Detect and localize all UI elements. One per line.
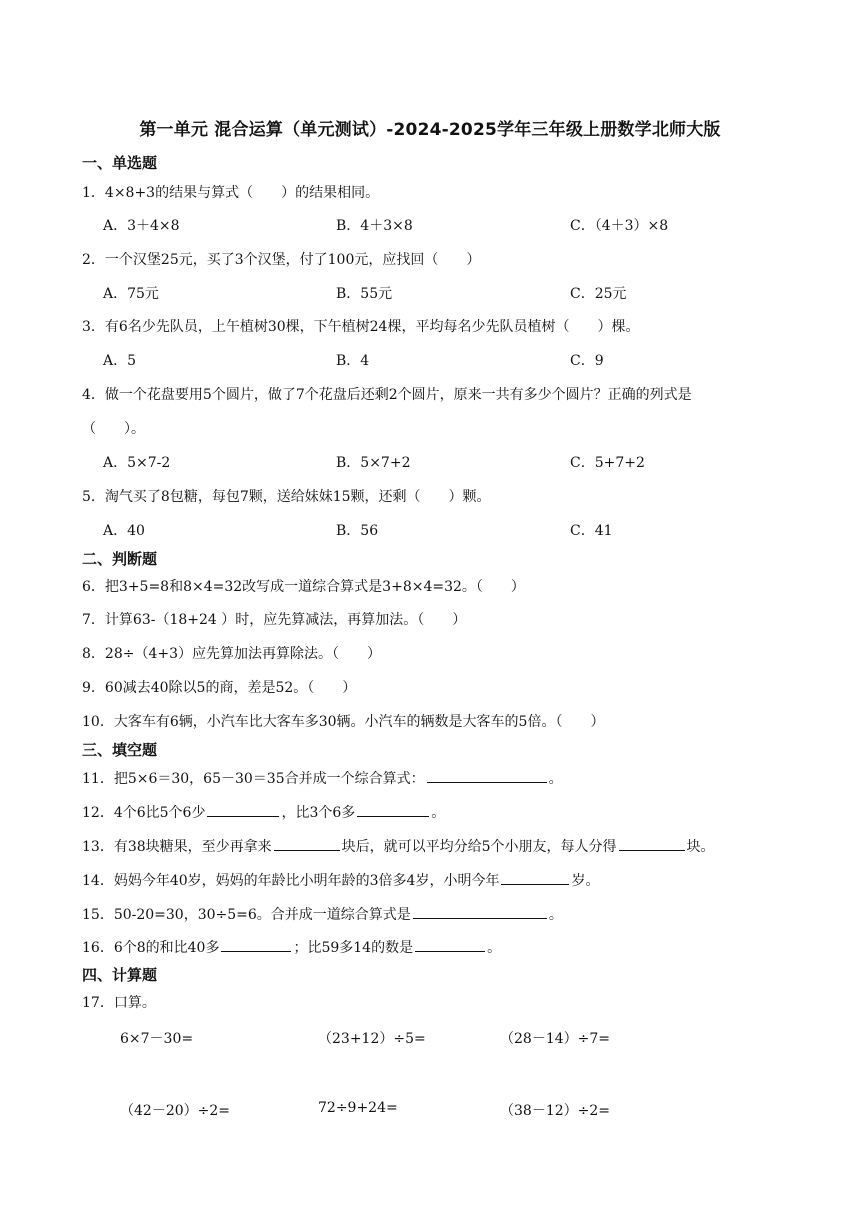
q16-text-1: 16．6个8的和比40多	[82, 940, 220, 956]
question-17: 17．口算。	[82, 995, 156, 1011]
q13-text-3: 块。	[686, 839, 715, 855]
q5-option-b[interactable]: B．56	[336, 523, 379, 539]
q13-answer-blank-2[interactable]	[619, 836, 685, 851]
question-13	[82, 836, 715, 856]
q1-option-b[interactable]: B．4＋3×8	[336, 218, 413, 234]
calc-item-6: （38－12）÷2=	[500, 1103, 610, 1119]
q4-option-c[interactable]: C．5+7+2	[570, 455, 645, 471]
calc-item-5: 72÷9+24=	[318, 1100, 398, 1116]
q2-option-a[interactable]: A．75元	[103, 286, 159, 302]
q16-text-2: ；比59多14的数是	[293, 940, 414, 956]
q1-option-c[interactable]: C．（4＋3）×8	[570, 218, 669, 234]
section-heading-single-choice: 一、单选题	[82, 154, 158, 172]
q12-text-3: 。	[431, 805, 446, 821]
question-12	[82, 802, 445, 822]
section-heading-fill-blank: 三、填空题	[82, 741, 158, 759]
q5-option-a[interactable]: A．40	[103, 523, 145, 539]
question-6: 6．把3+5=8和8×4=32改写成一道综合算式是3+8×4=32。（ ）	[82, 579, 525, 595]
question-7: 7．计算63-（18+24 ）时，应先算减法，再算加法。（ ）	[82, 612, 467, 628]
question-5: 5．淘气买了8包糖，每包7颗，送给妹妹15颗，还剩（ ）颗。	[82, 489, 491, 505]
q14-answer-blank[interactable]	[501, 870, 569, 885]
q2-option-b[interactable]: B．55元	[336, 286, 393, 302]
q11-answer-blank[interactable]	[427, 768, 547, 783]
calc-item-3: （28－14）÷7=	[500, 1031, 610, 1047]
q14-text-1: 14．妈妈今年40岁，妈妈的年龄比小明年龄的3倍多4岁，小明今年	[82, 873, 500, 889]
q12-text-2: ，比3个6多	[281, 805, 356, 821]
q13-text-2: 块后，就可以平均分给5个小朋友，每人分得	[341, 839, 617, 855]
q4-option-a[interactable]: A．5×7-2	[103, 455, 171, 471]
q12-answer-blank-1[interactable]	[207, 802, 279, 817]
q4-option-b[interactable]: B．5×7+2	[336, 455, 411, 471]
section-heading-true-false: 二、判断题	[82, 550, 158, 568]
calc-item-1: 6×7－30=	[120, 1031, 194, 1047]
q3-option-b[interactable]: B．4	[336, 353, 370, 369]
question-2: 2．一个汉堡25元，买了3个汉堡，付了100元，应找回（ ）	[82, 252, 481, 268]
q12-text-1: 12．4个6比5个6少	[82, 805, 206, 821]
q3-option-c[interactable]: C．9	[570, 353, 604, 369]
q16-text-3: 。	[487, 940, 502, 956]
question-15	[82, 904, 563, 924]
question-16	[82, 937, 501, 957]
q16-answer-blank-1[interactable]	[221, 937, 291, 952]
q15-text-1: 15．50-20=30，30÷5=6。合并成一道综合算式是	[82, 907, 411, 923]
q12-answer-blank-2[interactable]	[357, 802, 429, 817]
section-heading-calculation: 四、计算题	[82, 966, 158, 984]
question-1: 1．4×8+3的结果与算式（ ）的结果相同。	[82, 185, 380, 201]
calc-item-2: （23+12）÷5=	[318, 1031, 426, 1047]
q11-text-1: 11．把5×6＝30，65－30＝35合并成一个综合算式：	[82, 771, 425, 787]
page-title: 第一单元 混合运算（单元测试）-2024-2025学年三年级上册数学北师大版	[139, 120, 721, 140]
q3-option-a[interactable]: A．5	[103, 353, 137, 369]
question-11	[82, 768, 563, 788]
question-4: 4．做一个花盘要用5个圆片，做了7个花盘后还剩2个圆片，原来一共有多少个圆片？正确的列式是	[82, 387, 692, 403]
q1-option-a[interactable]: A．3＋4×8	[103, 218, 180, 234]
q16-answer-blank-2[interactable]	[415, 937, 485, 952]
q13-answer-blank-1[interactable]	[274, 836, 340, 851]
q2-option-c[interactable]: C．25元	[570, 286, 627, 302]
q11-text-2: 。	[548, 771, 563, 787]
q5-option-c[interactable]: C．41	[570, 523, 613, 539]
q15-text-2: 。	[548, 907, 563, 923]
question-14	[82, 870, 599, 890]
question-9: 9．60减去40除以5的商，差是52。（ ）	[82, 680, 357, 696]
q13-text-1: 13．有38块糖果，至少再拿来	[82, 839, 272, 855]
question-8: 8．28÷（4+3）应先算加法再算除法。（ ）	[82, 646, 381, 662]
question-4-continued: （ ）。	[82, 421, 145, 437]
calc-item-4: （42－20）÷2=	[120, 1103, 230, 1119]
q14-text-2: 岁。	[571, 873, 600, 889]
question-3: 3．有6名少先队员，上午植树30棵，下午植树24棵，平均每名少先队员植树（ ）棵。	[82, 319, 640, 335]
q15-answer-blank[interactable]	[413, 904, 547, 919]
question-10: 10．大客车有6辆，小汽车比大客车多30辆。小汽车的辆数是大客车的5倍。（ ）	[82, 714, 605, 730]
